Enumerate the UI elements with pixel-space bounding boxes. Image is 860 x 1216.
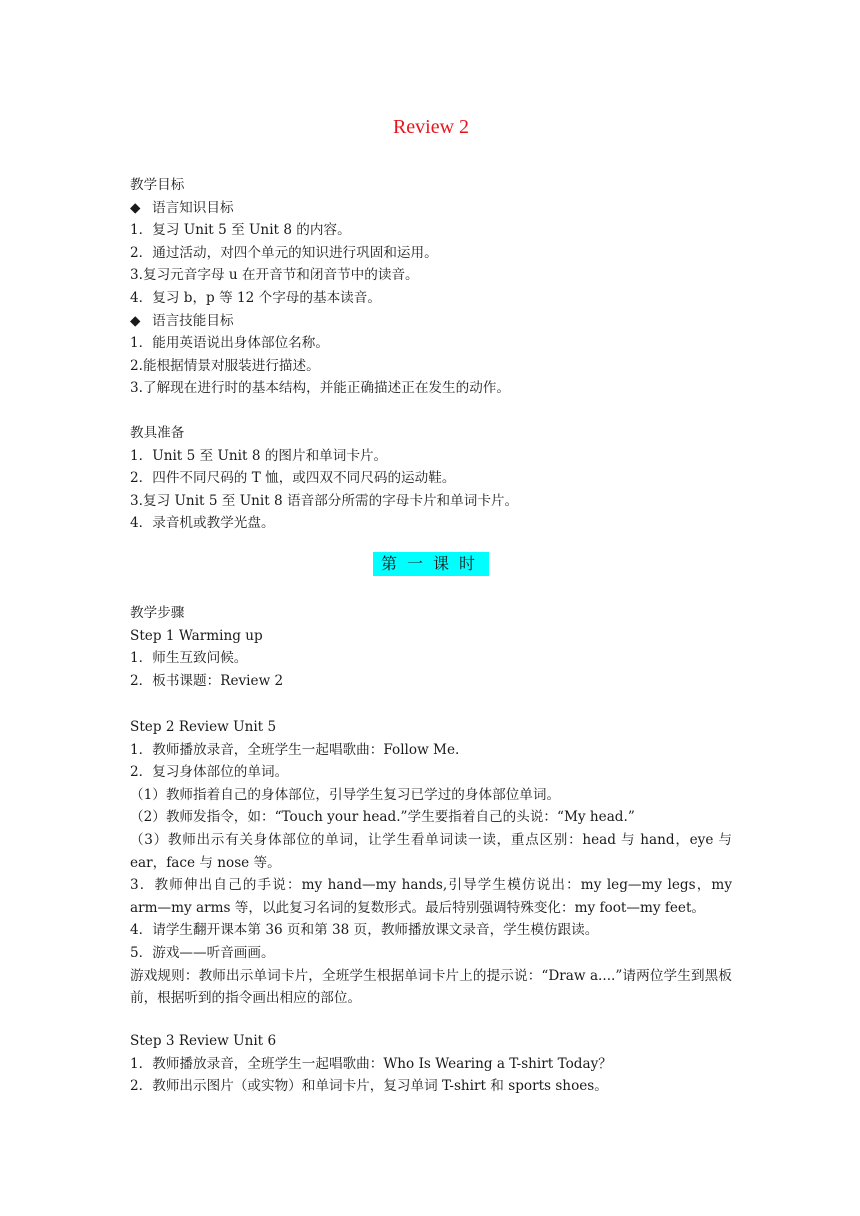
lesson-label: 第一课时	[373, 552, 489, 576]
step-item: 5．游戏——听音画画。	[130, 944, 275, 961]
step1-title: Step 1 Warming up	[130, 627, 263, 644]
material-item: 3.复习 Unit 5 至 Unit 8 语音部分所需的字母卡片和单词卡片。	[130, 492, 519, 509]
objective-item: 2．通过活动，对四个单元的知识进行巩固和运用。	[130, 244, 438, 261]
step2-section	[130, 716, 732, 1010]
step-item: （1）教师指着自己的身体部位，引导学生复习已学过的身体部位单词。	[130, 786, 561, 803]
objective-item: 1．复习 Unit 5 至 Unit 8 的内容。	[130, 222, 351, 239]
step-item: 2．教师出示图片（或实物）和单词卡片，复习单词 T-shirt 和 sports shoes。	[130, 1078, 608, 1095]
step2-title: Step 2 Review Unit 5	[130, 719, 277, 735]
lesson-label-wrap	[130, 552, 732, 576]
objectives-section	[130, 174, 732, 400]
materials-heading: 教具准备	[130, 425, 185, 441]
step-item: 1．师生互致问候。	[130, 650, 248, 667]
objective-item: 4．复习 b，p 等 12 个字母的基本读音。	[130, 289, 381, 306]
step-item: 游戏规则：教师出示单词卡片，全班学生根据单词卡片上的提示说：“Draw a....”请两位学生到黑板前，根据听到的指令画出相应的部位。	[130, 967, 732, 1007]
objective-item: 1．能用英语说出身体部位名称。	[130, 335, 329, 352]
material-item: 2．四件不同尺码的 T 恤，或四双不同尺码的运动鞋。	[130, 470, 456, 487]
step3-title: Step 3 Review Unit 6	[130, 1033, 277, 1049]
step-item: 1．教师播放录音，全班学生一起唱歌曲：Who Is Wearing a T-shirt Today？	[130, 1055, 612, 1072]
objectives-sub-skills: ◆ 语言技能目标	[130, 310, 732, 333]
objective-item: 2.能根据情景对服装进行描述。	[130, 357, 320, 374]
step-item: 2．复习身体部位的单词。	[130, 764, 289, 781]
document-title: Review 2	[392, 116, 470, 138]
step-item: （2）教师发指令，如：“Touch your head.”学生要指着自己的头说：“My head.”	[130, 809, 635, 826]
objective-item: 3.了解现在进行时的基本结构，并能正确描述正在发生的动作。	[130, 380, 510, 397]
materials-section	[130, 422, 732, 535]
diamond-bullet-icon: ◆	[130, 199, 141, 216]
step-item: 1．教师播放录音，全班学生一起唱歌曲：Follow Me.	[130, 741, 460, 758]
step-item: 2．板书课题：Review 2	[130, 672, 284, 689]
diamond-bullet-icon: ◆	[130, 312, 141, 329]
step3-section	[130, 1030, 732, 1098]
step-item: 4．请学生翻开课本第 36 页和第 38 页，教师播放课文录音，学生模仿跟读。	[130, 922, 599, 939]
objectives-sub-knowledge: ◆ 语言知识目标	[130, 197, 732, 220]
material-item: 4．录音机或教学光盘。	[130, 515, 275, 532]
steps-section	[130, 602, 732, 692]
objectives-heading: 教学目标	[130, 177, 185, 193]
steps-heading: 教学步骤	[130, 605, 185, 621]
step-item: （3）教师出示有关身体部位的单词，让学生看单词读一读，重点区别：head 与 hand，eye 与 ear，face 与 nose 等。	[130, 831, 732, 871]
step-item: 3．教师伸出自己的手说：my hand—my hands,引导学生模仿说出：my leg—my legs，my arm—my arms 等，以此复习名词的复数形式。最后特别强调特殊变化：my foot—my feet。	[130, 877, 732, 916]
material-item: 1．Unit 5 至 Unit 8 的图片和单词卡片。	[130, 447, 388, 464]
objective-item: 3.复习元音字母 u 在开音节和闭音节中的读音。	[130, 267, 419, 284]
